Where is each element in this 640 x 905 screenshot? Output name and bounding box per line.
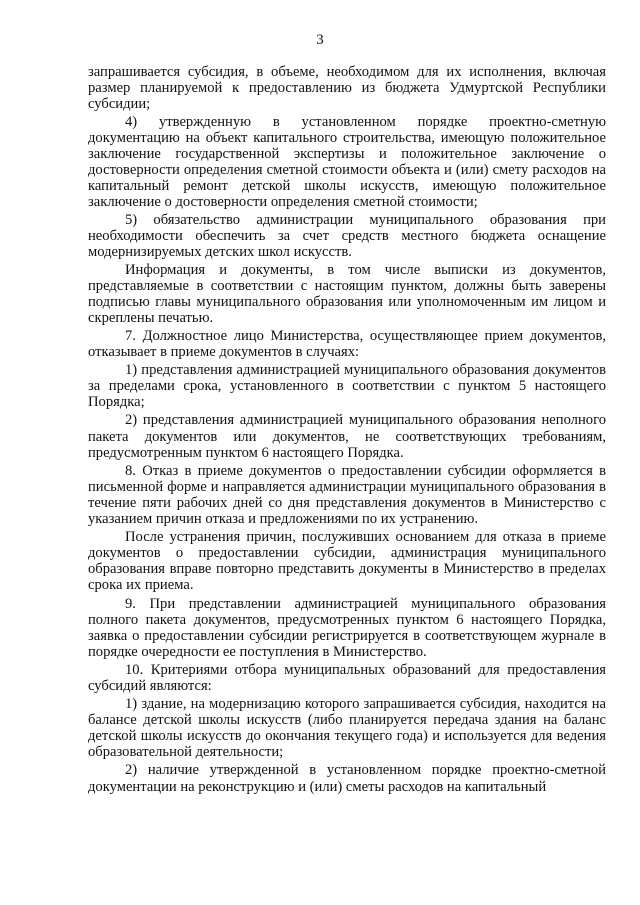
paragraph-section-7: 7. Должностное лицо Министерства, осуществляющее прием документов, отказывает в приеме документов в случаях:	[88, 328, 606, 361]
paragraph-section-9: 9. При представлении администрацией муниципального образования полного пакета документов, предусмотренных пунктом 6 настоящего Порядка, заявка о предоставлении субсидии регистрируется в соответствующем журнале в порядке очередности ее поступления в Министерство.	[88, 595, 606, 660]
paragraph-section-10-item-2: 2) наличие утвержденной в установленном порядке проектно-сметной документации на реконструкцию и (или) сметы расходов на капитальный	[88, 762, 606, 795]
paragraph-document-certification: Информация и документы, в том числе выписки из документов, представляемые в соответствии с настоящим пунктом, должны быть заверены подписью главы муниципального образования или уполномоченным им лицом и скреплены печатью.	[88, 262, 606, 327]
paragraph-section-8: 8. Отказ в приеме документов о предоставлении субсидии оформляется в письменной форме и направляется администрации муниципального образования в течение пяти рабочих дней со дня представления документов в Министерство с указанием причин отказа и предложениями по их устранению.	[88, 462, 606, 528]
paragraph-subsidy-volume: запрашивается субсидия, в объеме, необходимом для их исполнения, включая размер планируемой к предоставлению из бюджета Удмуртской Республики субсидии;	[88, 64, 606, 113]
paragraph-resubmission: После устранения причин, послуживших основанием для отказа в приеме документов о предоставлении субсидии, администрация муниципального образования вправе повторно представить документы в Министерство в пределах срока их приема.	[88, 529, 606, 594]
paragraph-section-7-item-1: 1) представления администрацией муниципального образования документов за пределами срока, установленного в соответствии с пунктом 5 настоящего Порядка;	[88, 362, 606, 411]
page-number: 3	[316, 32, 324, 48]
paragraph-item-4-design-documentation: 4) утвержденную в установленном порядке проектно-сметную документацию на объект капитального строительства, имеющую положительное заключение государственной экспертизы и положительное заключение о достоверности определения сметной стоимости объекта и (или) смету расходов на капитальный ремонт детской школы искусств, имеющую положительное заключение о достоверности определения сметной стоимости;	[88, 113, 606, 211]
paragraph-section-10-item-1: 1) здание, на модернизацию которого запрашивается субсидия, находится на балансе детской школы искусств (либо планируется передача здания на баланс детской школы искусств до окончания текущего года) и используется для ведения образовательной деятельности;	[88, 696, 606, 761]
paragraph-section-10: 10. Критериями отбора муниципальных образований для предоставления субсидий являются:	[88, 661, 606, 694]
document-body	[88, 64, 606, 796]
paragraph-item-5-obligation: 5) обязательство администрации муниципального образования при необходимости обеспечить за счет средств местного бюджета оснащение модернизируемых детских школ искусств.	[88, 211, 606, 261]
paragraph-section-7-item-2: 2) представления администрацией муниципального образования неполного пакета документов или документов, не соответствующих требованиям, предусмотренным пунктом 6 настоящего Порядка.	[88, 412, 606, 461]
